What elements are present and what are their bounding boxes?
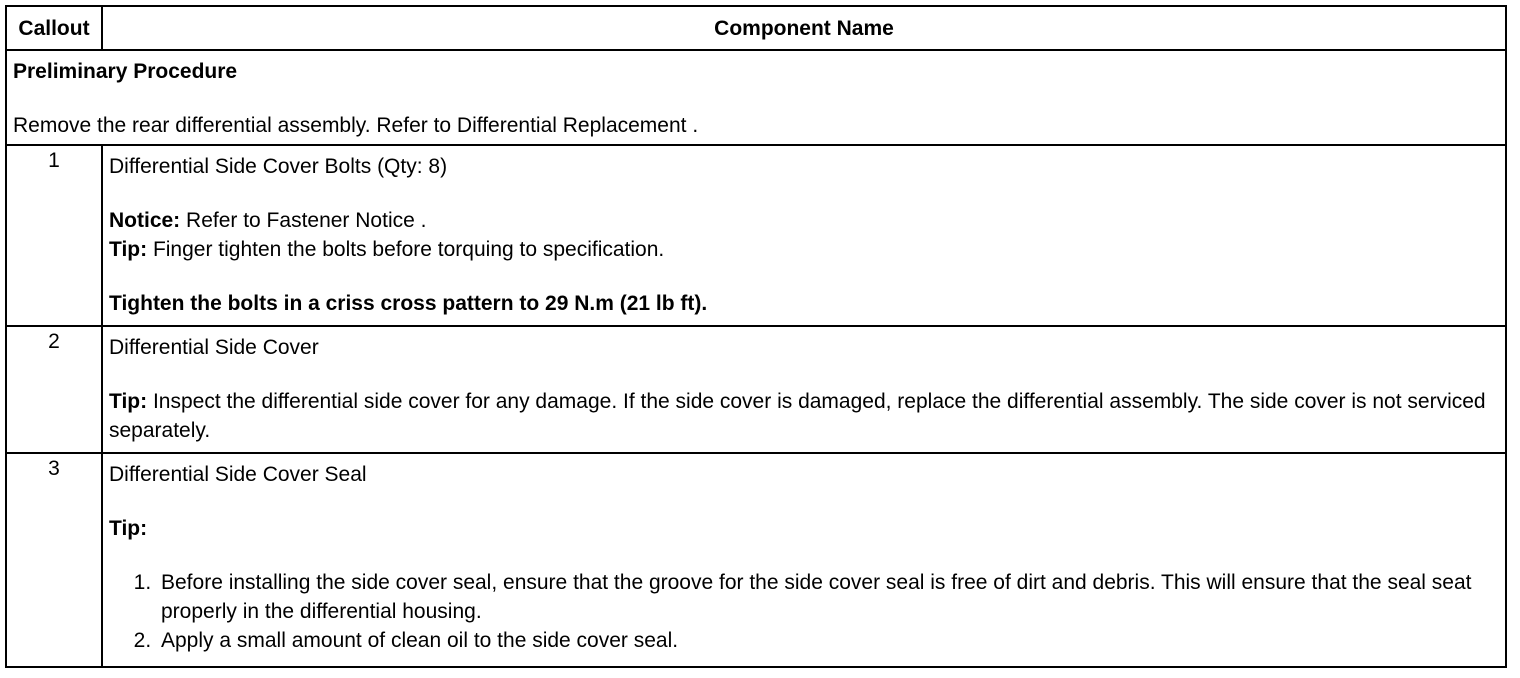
- preliminary-text: Remove the rear differential assembly. Refer to Differential Replacement .: [13, 114, 699, 137]
- notice-label: Notice:: [109, 209, 181, 232]
- callout-header: Callout: [6, 6, 102, 50]
- component-cell: [102, 453, 1506, 667]
- tip-line: [109, 235, 1499, 264]
- callout-number: 2: [6, 326, 102, 453]
- tip-line: [109, 387, 1499, 445]
- table-row: [6, 145, 1506, 326]
- table-row: [6, 453, 1506, 667]
- preliminary-title: Preliminary Procedure: [13, 60, 238, 83]
- table-row: [6, 326, 1506, 453]
- notice-text: Refer to Fastener Notice .: [180, 209, 427, 232]
- tip-text: Inspect the differential side cover for any damage. If the side cover is damaged, replace the differential assembly. The side cover is not serviced separately.: [109, 390, 1486, 442]
- callout-number: 1: [6, 145, 102, 326]
- steps-list: [109, 568, 1499, 655]
- component-name: Differential Side Cover: [109, 336, 319, 359]
- component-name: Differential Side Cover Bolts (Qty: 8): [109, 155, 448, 178]
- procedure-table: [5, 5, 1507, 668]
- tip-text: Finger tighten the bolts before torquing to specification.: [147, 238, 665, 261]
- list-item: 2. Apply a small amount of clean oil to the side cover seal.: [157, 626, 1499, 655]
- torque-spec: Tighten the bolts in a criss cross pattern to 29 N.m (21 lb ft).: [109, 292, 708, 315]
- preliminary-cell: [6, 50, 1506, 145]
- notice-line: [109, 206, 1499, 235]
- header-row: [6, 6, 1506, 50]
- component-name-header: Component Name: [102, 6, 1506, 50]
- callout-number: 3: [6, 453, 102, 667]
- component-name: Differential Side Cover Seal: [109, 463, 367, 486]
- tip-label: Tip:: [109, 238, 148, 261]
- tip-label: Tip:: [109, 390, 148, 413]
- list-item: 1. Before installing the side cover seal, ensure that the groove for the side cover seal is free of dirt and debris. This will ensure that the seal seat properly in the differential housing.: [157, 568, 1499, 626]
- preliminary-row: [6, 50, 1506, 145]
- tip-label: Tip:: [109, 517, 148, 540]
- component-cell: [102, 326, 1506, 453]
- component-cell: [102, 145, 1506, 326]
